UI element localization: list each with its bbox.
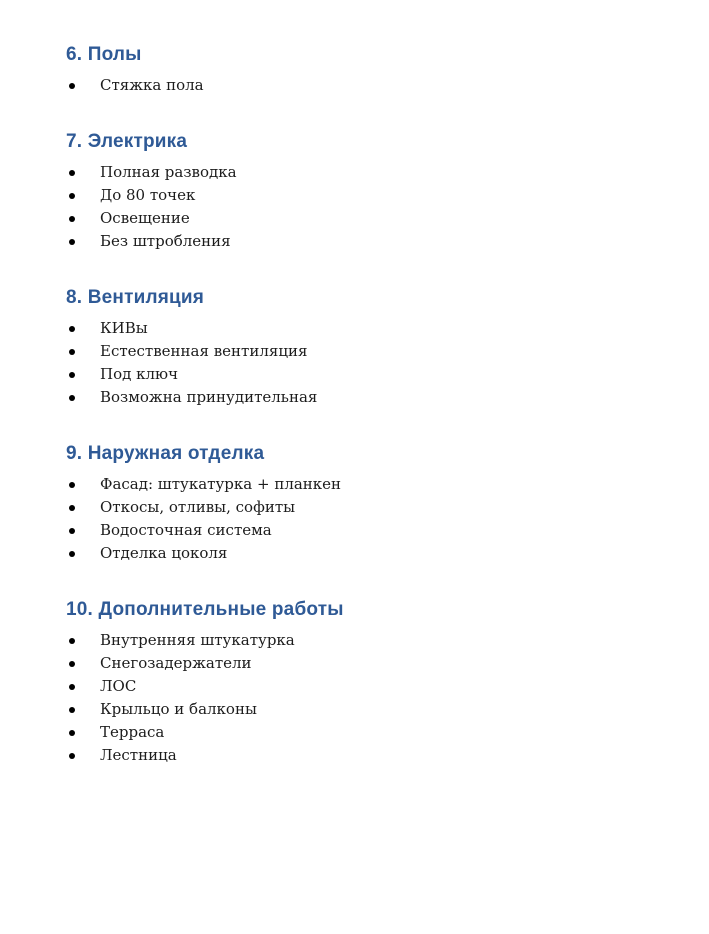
section-heading: 10. Дополнительные работы	[66, 599, 344, 620]
bullet-list	[66, 161, 669, 253]
list-item	[66, 184, 669, 207]
list-item	[66, 386, 669, 409]
bullet-icon	[69, 730, 75, 736]
list-item	[66, 473, 669, 496]
bullet-icon	[69, 638, 75, 644]
list-item-text: Стяжка пола	[100, 76, 204, 94]
list-item-text: Отделка цоколя	[100, 544, 228, 562]
bullet-icon	[69, 753, 75, 759]
bullet-icon	[69, 395, 75, 401]
list-item-text: Естественная вентиляция	[100, 342, 308, 360]
list-item-text: Терраса	[100, 723, 165, 741]
bullet-list	[66, 74, 669, 97]
list-item	[66, 230, 669, 253]
section-heading: 6. Полы	[66, 44, 142, 65]
bullet-icon	[69, 505, 75, 511]
bullet-list	[66, 473, 669, 565]
list-item	[66, 744, 669, 767]
list-item-text: Без штробления	[100, 232, 231, 250]
section-heading: 7. Электрика	[66, 131, 188, 152]
list-item-text: КИВы	[100, 319, 148, 337]
list-item	[66, 675, 669, 698]
list-item-text: ЛОС	[100, 677, 137, 695]
section-heading: 9. Наружная отделка	[66, 443, 265, 464]
bullet-icon	[69, 239, 75, 245]
list-item	[66, 496, 669, 519]
list-item-text: Освещение	[100, 209, 190, 227]
list-item	[66, 161, 669, 184]
section-heading: 8. Вентиляция	[66, 287, 205, 308]
document-section	[66, 443, 669, 565]
list-item-text: Возможна принудительная	[100, 388, 318, 406]
document-section	[66, 131, 669, 253]
bullet-icon	[69, 326, 75, 332]
list-item	[66, 207, 669, 230]
bullet-icon	[69, 551, 75, 557]
document-section	[66, 287, 669, 409]
bullet-icon	[69, 684, 75, 690]
list-item-text: Крыльцо и балконы	[100, 700, 257, 718]
document-section	[66, 599, 669, 767]
list-item	[66, 317, 669, 340]
document-section	[66, 44, 669, 97]
bullet-icon	[69, 528, 75, 534]
list-item-text: Лестница	[100, 746, 177, 764]
bullet-icon	[69, 372, 75, 378]
list-item	[66, 74, 669, 97]
list-item-text: До 80 точек	[100, 186, 196, 204]
list-item	[66, 652, 669, 675]
list-item-text: Откосы, отливы, софиты	[100, 498, 296, 516]
list-item-text: Снегозадержатели	[100, 654, 252, 672]
list-item	[66, 542, 669, 565]
list-item	[66, 629, 669, 652]
list-item	[66, 698, 669, 721]
bullet-icon	[69, 170, 75, 176]
list-item	[66, 363, 669, 386]
bullet-icon	[69, 83, 75, 89]
list-item	[66, 721, 669, 744]
bullet-icon	[69, 349, 75, 355]
bullet-icon	[69, 193, 75, 199]
bullet-icon	[69, 482, 75, 488]
list-item-text: Полная разводка	[100, 163, 237, 181]
list-item-text: Внутренняя штукатурка	[100, 631, 295, 649]
bullet-icon	[69, 661, 75, 667]
list-item-text: Под ключ	[100, 365, 178, 383]
list-item	[66, 519, 669, 542]
list-item-text: Фасад: штукатурка + планкен	[100, 475, 342, 493]
bullet-icon	[69, 216, 75, 222]
bullet-list	[66, 317, 669, 409]
list-item-text: Водосточная система	[100, 521, 272, 539]
bullet-icon	[69, 707, 75, 713]
list-item	[66, 340, 669, 363]
bullet-list	[66, 629, 669, 767]
